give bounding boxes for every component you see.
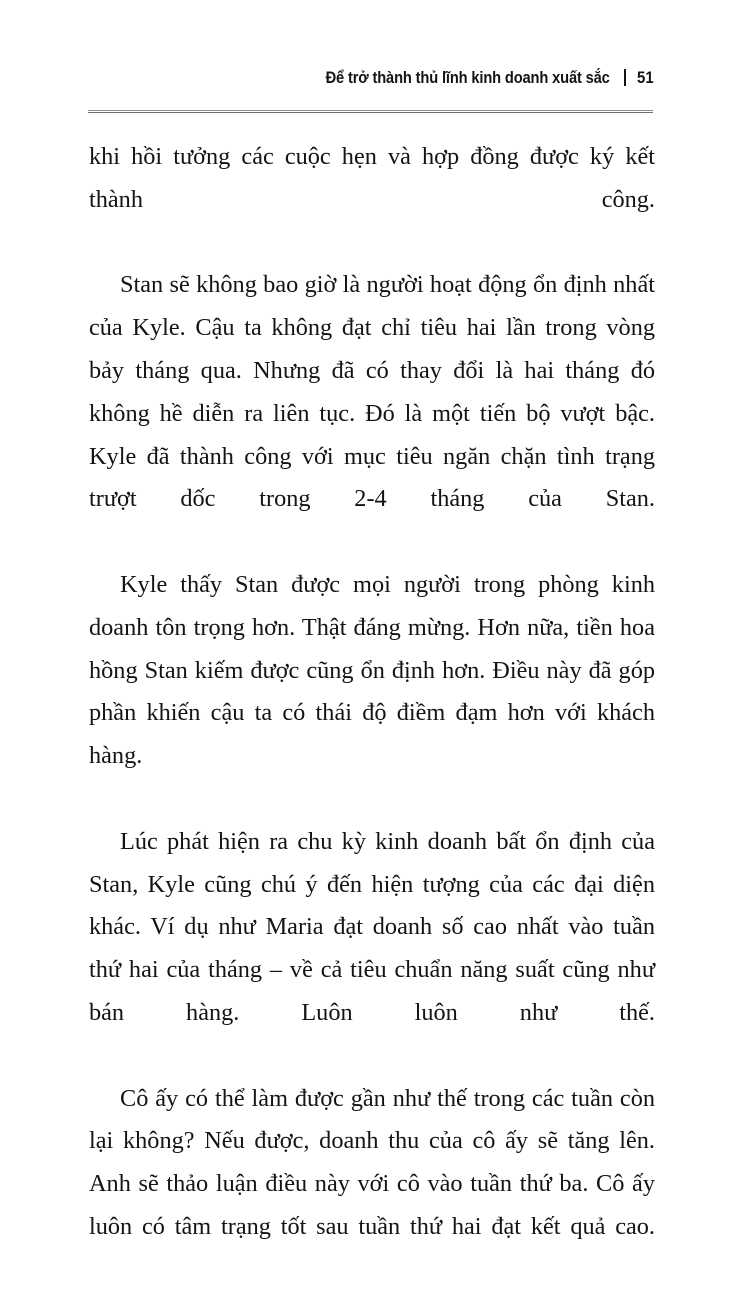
header-divider-rule bbox=[88, 110, 653, 113]
paragraph-4: Lúc phát hiện ra chu kỳ kinh doanh bất ổn định của Stan, Kyle cũng chú ý đến hiện tượng của các đại diện khác. Ví dụ như Maria đạt doanh số cao nhất vào tuần thứ hai của tháng – về cả tiêu chuẩn năng suất cũng như bán hàng. Luôn luôn như thế. bbox=[89, 827, 655, 1026]
running-header-title: Để trở thành thủ lĩnh kinh doanh xuất sắc bbox=[325, 69, 610, 87]
running-header-separator bbox=[624, 69, 626, 86]
header-divider-line-top bbox=[88, 110, 653, 111]
page-number: 51 bbox=[636, 69, 654, 87]
running-header bbox=[88, 68, 655, 94]
paragraph-2: Stan sẽ không bao giờ là người hoạt động ổn định nhất của Kyle. Cậu ta không đạt chỉ tiêu hai lần trong vòng bảy tháng qua. Nhưng đã có thay đổi là hai tháng đó không hề diễn ra liên tục. Đó là một tiến bộ vượt bậc. Kyle đã thành công với mục tiêu ngăn chặn tình trạng trượt dốc trong 2-4 tháng của Stan. bbox=[89, 271, 655, 513]
body-text-column bbox=[89, 136, 655, 1292]
paragraph-1: khi hồi tưởng các cuộc hẹn và hợp đồng được ký kết thành công. bbox=[89, 143, 655, 213]
paragraph-3: Kyle thấy Stan được mọi người trong phòng kinh doanh tôn trọng hơn. Thật đáng mừng. Hơn nữa, tiền hoa hồng Stan kiếm được cũng ổn định hơn. Điều này đã góp phần khiến cậu ta có thái độ điềm đạm hơn với khách hàng. bbox=[89, 570, 655, 770]
paragraph-5: Cô ấy có thể làm được gần như thế trong các tuần còn lại không? Nếu được, doanh thu của cô ấy sẽ tăng lên. Anh sẽ thảo luận điều này với cô vào tuần thứ ba. Cô ấy luôn có tâm trạng tốt sau tuần thứ hai đạt kết quả cao. bbox=[89, 1084, 655, 1240]
header-divider-line-bottom bbox=[88, 112, 653, 113]
